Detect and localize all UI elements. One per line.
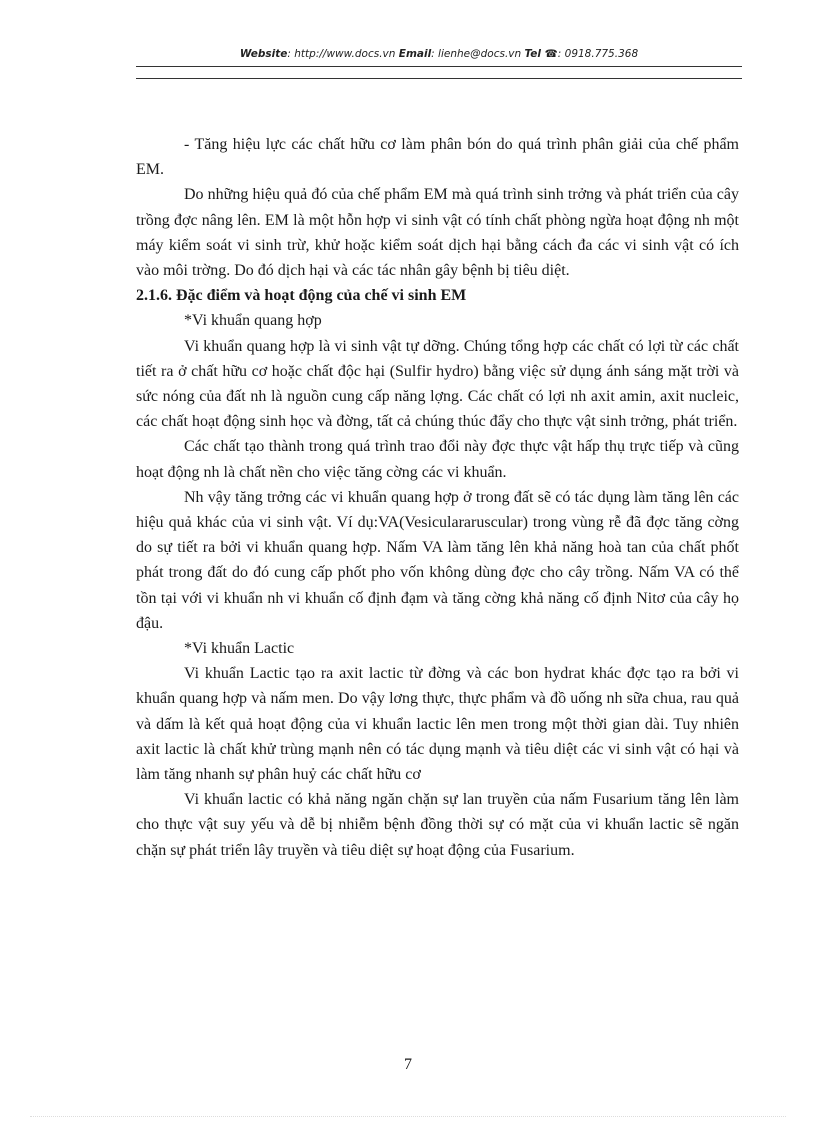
paragraph: Vi khuẩn lactic có khả năng ngăn chặn sự lan truyền của nấm Fusarium tăng lên làm cho thực vật suy yếu và dễ bị nhiễm bệnh đồng thời sự có mặt của vi khuẩn lactic sẽ ngăn chặn sự phát triển lây truyền và tiêu diệt sự hoạt động của Fusarium. bbox=[136, 791, 739, 859]
page-bottom-border bbox=[30, 1116, 786, 1117]
page-number: 7 bbox=[404, 1056, 412, 1073]
tel-label: Tel ☎ bbox=[524, 48, 558, 60]
website-label: Website bbox=[239, 48, 288, 60]
website-value: : http://www.docs.vn bbox=[287, 48, 396, 60]
page-header bbox=[136, 48, 742, 60]
paragraph: Các chất tạo thành trong quá trình trao đổi này đợc thực vật hấp thụ trực tiếp và cũng hoạt động nh là chất nền cho việc tăng cờng các vi khuẩn. bbox=[136, 438, 739, 481]
header-rule-top bbox=[136, 66, 742, 67]
paragraph: Do những hiệu quả đó của chế phẩm EM mà quá trình sinh trởng và phát triển của cây trồng đợc nâng lên. EM là một hỗn hợp vi sinh vật có tính chất phòng ngừa hoạt động nh một máy kiểm soát vi sinh trừ, khử hoặc kiểm soát dịch hại bằng cách đa các vi sinh vật có ích vào môi trờng. Do đó dịch hại và các tác nhân gây bệnh bị tiêu diệt. bbox=[136, 186, 739, 280]
paragraph: Nh vậy tăng trởng các vi khuẩn quang hợp ở trong đất sẽ có tác dụng làm tăng lên các hiệu quả khác của vi sinh vật. Ví dụ:VA(Vesiculararuscular) trong vùng rễ đã đợc tăng cờng do sự tiết ra bởi vi khuẩn quang hợp. Nấm VA làm tăng lên khả năng hoà tan của chất phốt phát trong đất do đó cung cấp phốt pho vốn không dùng đợc cho cây trồng. Nấm VA có thể tồn tại với vi khuẩn nh vi khuẩn cố định đạm và tăng cờng khả năng cố định Nitơ của cây họ đậu. bbox=[136, 488, 739, 632]
section-heading: 2.1.6. Đặc điểm và hoạt động của chế vi sinh EM bbox=[136, 287, 467, 305]
header-rule-bottom bbox=[136, 78, 742, 79]
paragraph: - Tăng hiệu lực các chất hữu cơ làm phân bón do quá trình phân giải của chế phẩm EM. bbox=[136, 136, 739, 179]
paragraph: Vi khuẩn Lactic tạo ra axit lactic từ đờng và các bon hydrat khác đợc tạo ra bởi vi khuẩn quang hợp và nấm men. Do vậy lơng thực, thực phẩm và đồ uống nh sữa chua, rau quả và dấm là kết quả hoạt động của vi khuẩn lactic lên men trong một thời gian dài. Tuy nhiên axit lactic là chất khử trùng mạnh nên có tác dụng mạnh và tiêu diệt các vi sinh vật có hại và làm tăng nhanh sự phân huỷ các chất hữu cơ bbox=[136, 665, 739, 784]
paragraph: Vi khuẩn quang hợp là vi sinh vật tự dỡng. Chúng tổng hợp các chất có lợi từ các chất tiết ra ở chất hữu cơ hoặc chất độc hại (Sulfir hydro) bằng việc sử dụng ánh sáng mặt trời và sức nóng của đất nh là nguồn cung cấp năng lợng. Các chất có lợi nh axit amin, axit nucleic, các chất hoạt động sinh học và đờng, tất cả chúng thúc đẩy cho thực vật sinh trởng, phát triển. bbox=[136, 337, 739, 431]
email-value: : lienhe@docs.vn bbox=[431, 48, 522, 60]
document-body bbox=[136, 132, 739, 863]
tel-value: : 0918.775.368 bbox=[557, 48, 639, 60]
email-label: Email bbox=[398, 48, 432, 60]
subheading: *Vi khuẩn Lactic bbox=[184, 640, 295, 658]
subheading: *Vi khuẩn quang hợp bbox=[184, 312, 322, 330]
